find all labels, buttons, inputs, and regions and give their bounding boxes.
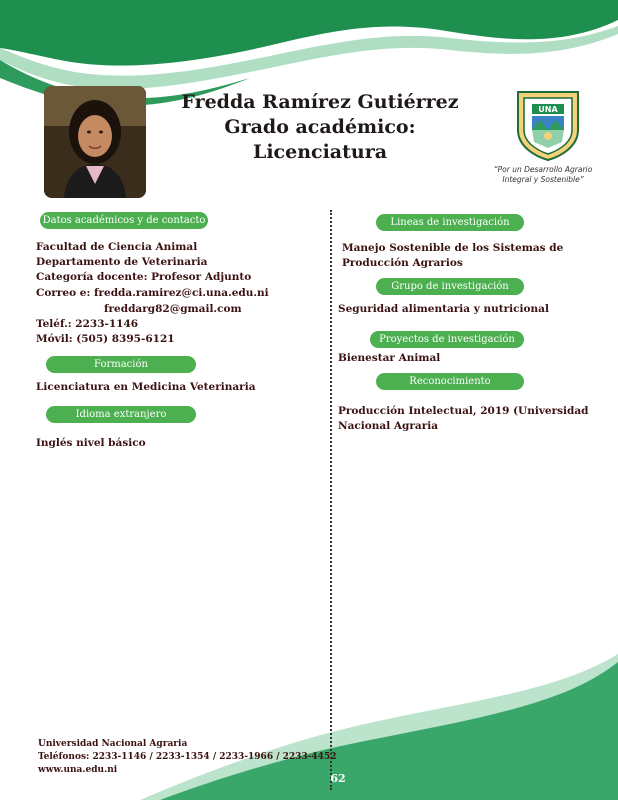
una-logo [512,86,584,162]
footer-website: www.una.edu.ni [38,765,118,775]
research-projects-heading: Proyectos de investigación [370,331,524,348]
bottom-wave-decoration [0,650,618,800]
academic-degree: Grado académico: Licenciatura [224,116,416,163]
email-secondary: freddarg82@gmail.com [104,303,242,315]
research-lines-text-2: Producción Agrarios [342,257,463,269]
logo-text: UNA [538,105,558,114]
research-projects-text: Bienestar Animal [338,352,441,364]
university-motto [480,165,606,185]
research-lines-heading: Lineas de investigación [376,214,524,231]
footer-phones: Teléfonos: 2233-1146 / 2233-1354 / 2233-1966 / 2233-4452 [38,752,337,762]
phone-text: Teléf.: 2233-1146 [36,318,139,330]
recognition-text-2: Nacional Agraria [338,420,439,432]
language-text: Inglés nivel básico [36,437,146,449]
category-text: Categoría docente: Profesor Adjunto [36,271,252,283]
department-text: Departamento de Veterinaria [36,256,208,268]
mobile-text: Móvil: (505) 8395-6121 [36,333,175,345]
email-primary: Correo e: fredda.ramirez@ci.una.edu.ni [36,287,269,299]
contact-heading: Datos académicos y de contacto [40,212,208,229]
training-heading: Formación [46,356,196,373]
page-number: 62 [330,772,346,785]
header-title-block [160,90,480,165]
recognition-text-1: Producción Intelectual, 2019 (Universidad [338,405,589,417]
motto-line-2: Integral y Sostenible” [502,175,584,184]
profile-photo [44,86,146,198]
language-heading: Idioma extranjero [46,406,196,423]
research-group-heading: Grupo de investigación [376,278,524,295]
footer-block [38,738,336,777]
training-text: Licenciatura en Medicina Veterinaria [36,381,256,393]
footer-org: Universidad Nacional Agraria [38,739,188,749]
research-lines-text-1: Manejo Sostenible de los Sistemas de [342,242,564,254]
recognition-heading: Reconocimiento [376,373,524,390]
research-group-text: Seguridad alimentaria y nutricional [338,303,549,315]
faculty-text: Facultad de Ciencia Animal [36,241,198,253]
person-name: Fredda Ramírez Gutiérrez [181,91,459,113]
motto-line-1: “Por un Desarrollo Agrario [493,165,593,174]
column-divider [330,210,332,790]
